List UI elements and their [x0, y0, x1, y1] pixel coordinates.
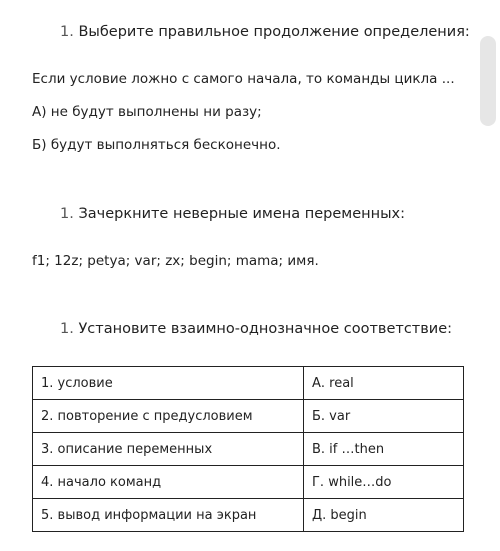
table-cell-keyword: Б. var: [304, 400, 464, 433]
table-row: [33, 400, 464, 433]
table-cell-keyword: Г. while…do: [304, 466, 464, 499]
table-cell-term: 5. вывод информации на экран: [33, 499, 304, 532]
variable-names: f1; 12z; petya; var; zx; begin; mama; имя.: [32, 253, 319, 269]
question-1-option-b: Б) будут выполняться бесконечно.: [32, 137, 281, 153]
question-1-title: [60, 24, 470, 40]
question-1-option-a: А) не будут выполнены ни разу;: [32, 104, 262, 120]
table-row: [33, 367, 464, 400]
scrollbar-thumb[interactable]: [480, 36, 496, 126]
table-cell-keyword: А. real: [304, 367, 464, 400]
question-2-text: Зачеркните неверные имена переменных:: [78, 206, 406, 222]
matching-table: [32, 366, 464, 532]
question-1-text: Выберите правильное продолжение определения:: [78, 24, 470, 40]
vertical-scrollbar[interactable]: [476, 0, 500, 551]
table-cell-keyword: В. if …then: [304, 433, 464, 466]
table-cell-term: 1. условие: [33, 367, 304, 400]
table-cell-keyword: Д. begin: [304, 499, 464, 532]
question-3-text: Установите взаимно-однозначное соответствие:: [78, 321, 453, 337]
table-cell-term: 4. начало команд: [33, 466, 304, 499]
table-row: [33, 466, 464, 499]
question-2-title: [60, 206, 405, 222]
question-2-number: 1.: [60, 206, 74, 222]
table-cell-term: 3. описание переменных: [33, 433, 304, 466]
table-row: [33, 499, 464, 532]
table-cell-term: 2. повторение с предусловием: [33, 400, 304, 433]
question-3-number: 1.: [60, 321, 74, 337]
question-1-statement: Если условие ложно с самого начала, то команды цикла ...: [32, 71, 455, 87]
question-1-number: 1.: [60, 24, 74, 40]
question-3-title: [60, 321, 452, 337]
table-row: [33, 433, 464, 466]
